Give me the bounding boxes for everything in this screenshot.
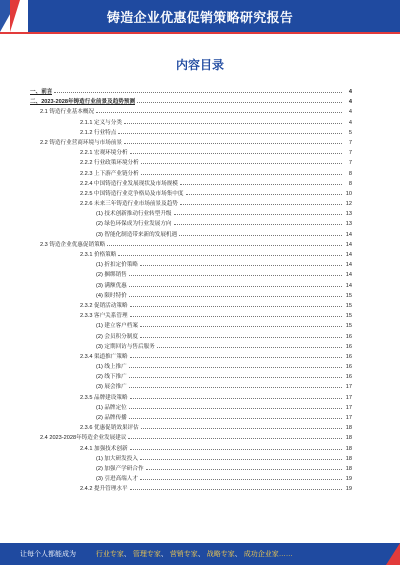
- toc-entry-label: 2.3 铸造企业优惠促销策略: [40, 241, 106, 248]
- toc-entry-label: 2.3.1 价格策略: [80, 252, 117, 258]
- toc-leader-dots: [130, 351, 342, 358]
- toc-leader-dots: [140, 259, 342, 266]
- toc-entry-page: 14: [345, 272, 352, 279]
- toc-entry[interactable]: [30, 280, 352, 290]
- footer-item: 管理专家: [132, 551, 161, 558]
- toc-entry-label: 2.1 铸造行业基本概况: [40, 109, 95, 116]
- toc-entry-label: (1) 加大研发投入: [96, 455, 138, 462]
- toc-title: 内容目录: [175, 58, 224, 72]
- toc-entry-label: 2.2.5 中国铸造行业竞争格局及市场集中度: [80, 190, 184, 197]
- toc-entry[interactable]: [30, 117, 352, 127]
- toc-entry-label: 2.2.6 未来三年铸造行业市场前景及趋势: [80, 201, 178, 208]
- toc-leader-dots: [130, 483, 342, 490]
- toc-entry[interactable]: [30, 422, 352, 432]
- toc-entry[interactable]: [30, 178, 352, 188]
- toc-leader-dots: [179, 229, 342, 236]
- header-rule: [0, 32, 400, 34]
- toc-leader-dots: [129, 381, 342, 388]
- footer-item: 营销专家: [169, 551, 198, 558]
- toc-entry-page: 19: [345, 486, 352, 493]
- footer-item: 战略专家: [206, 551, 235, 558]
- toc-leader-dots: [118, 127, 342, 134]
- toc-entry-label: 2.3.6 优惠促销效果评估: [80, 425, 139, 432]
- toc-entry-label: 2.3.4 渠道推广策略: [80, 353, 128, 360]
- toc-leader-dots: [141, 157, 342, 164]
- toc-entry-label: (1) 品牌定位: [96, 404, 127, 411]
- toc-leader-dots: [140, 320, 342, 327]
- toc-entry-label: 2.2.1 宏观环境分析: [80, 150, 128, 157]
- toc-entry-page: 4: [348, 99, 352, 106]
- toc-leader-dots: [124, 117, 342, 124]
- toc-leader-dots: [174, 218, 342, 225]
- toc-entry-page: 8: [348, 170, 352, 177]
- toc-entry-page: 8: [348, 180, 352, 187]
- toc-entry-page: 15: [345, 292, 352, 299]
- toc-entry-page: 7: [348, 150, 352, 157]
- toc-leader-dots: [129, 290, 342, 297]
- toc-entry[interactable]: [30, 341, 352, 351]
- toc-entry-label: 2.3.2 促销活动策略: [80, 302, 128, 309]
- toc-entry[interactable]: [30, 443, 352, 453]
- toc-entry-label: (1) 线上推广: [96, 364, 127, 371]
- toc-entry[interactable]: [30, 453, 352, 463]
- toc-entry-page: 4: [348, 89, 352, 95]
- toc-entry[interactable]: [30, 331, 352, 341]
- toc-entry-page: 18: [345, 425, 352, 432]
- toc-entry-label: (3) 定期回访与售后服务: [96, 343, 155, 350]
- toc-entry-page: 13: [345, 221, 352, 228]
- toc-entry-page: 18: [345, 445, 352, 452]
- toc-leader-dots: [129, 371, 342, 378]
- toc-entry-page: 17: [345, 404, 352, 411]
- toc-leader-dots: [130, 392, 342, 399]
- toc-entry-label: (3) 智能化制造带来新的发展机遇: [96, 231, 178, 238]
- toc-entry[interactable]: [30, 218, 352, 228]
- toc-entry-page: 4: [348, 109, 352, 116]
- toc-leader-dots: [128, 432, 342, 439]
- toc-entry-page: 13: [345, 211, 352, 218]
- toc-entry-label: (3) 展会推广: [96, 384, 127, 391]
- toc-entry[interactable]: [30, 371, 352, 381]
- toc-entry-page: 18: [345, 465, 352, 472]
- toc-entry[interactable]: [30, 137, 352, 147]
- toc-entry-label: 2.1.2 行业特点: [80, 129, 117, 136]
- toc-entry-label: (2) 品牌传播: [96, 415, 127, 421]
- toc-entry[interactable]: [30, 86, 352, 96]
- toc-leader-dots: [54, 86, 342, 93]
- toc-entry-page: 14: [345, 262, 352, 269]
- toc-entry[interactable]: [30, 381, 352, 391]
- toc-leader-dots: [157, 341, 342, 348]
- toc-leader-dots: [118, 249, 342, 256]
- toc-entry-label: (3) 引进高端人才: [96, 476, 138, 483]
- toc-entry-label: 2.4 2023-2028年铸造企业发展建议: [40, 435, 127, 442]
- toc-entry[interactable]: [30, 473, 352, 483]
- toc-entry[interactable]: [30, 239, 352, 249]
- toc-entry-label: (1) 建立客户档案: [96, 323, 138, 330]
- toc-entry[interactable]: [30, 300, 352, 310]
- toc-entry-page: 18: [345, 435, 352, 442]
- toc-entry-page: 14: [345, 252, 352, 258]
- footer-item: 成功企业家……: [243, 551, 293, 558]
- toc-leader-dots: [140, 473, 342, 480]
- toc-entry-page: 5: [348, 129, 352, 136]
- report-title: 铸造企业优惠促销策略研究报告: [106, 10, 294, 25]
- toc-leader-dots: [130, 147, 342, 154]
- toc-entry-label: (2) 会员积分制度: [96, 333, 138, 340]
- toc-entry[interactable]: [30, 412, 352, 422]
- toc-entry-page: 14: [345, 231, 352, 238]
- toc-leader-dots: [137, 96, 342, 103]
- toc-leader-dots: [146, 463, 342, 470]
- toc-entry-label: 2.2.2 行业政策环境分析: [80, 160, 139, 167]
- toc-entry-page: 12: [345, 201, 352, 208]
- toc-leader-dots: [130, 310, 342, 317]
- toc-entry-label: 2.2 铸造行业营商环境与市场前景: [40, 139, 123, 146]
- toc-leader-dots: [130, 300, 342, 307]
- toc-entry-label: 二、2023-2028年铸造行业前景及趋势预测: [30, 99, 136, 106]
- toc-entry-label: (2) 加强产学研合作: [96, 465, 144, 472]
- toc-entry-page: 15: [345, 313, 352, 320]
- toc-leader-dots: [96, 106, 342, 113]
- toc-entry-page: 17: [345, 415, 352, 421]
- toc-entry[interactable]: [30, 198, 352, 208]
- toc-entry-page: 16: [345, 333, 352, 340]
- toc-entry[interactable]: [30, 127, 352, 137]
- toc-entry[interactable]: [30, 392, 352, 402]
- toc-entry-page: 18: [345, 455, 352, 462]
- toc-entry[interactable]: [30, 157, 352, 167]
- toc-leader-dots: [186, 188, 343, 195]
- table-of-contents: [30, 86, 352, 494]
- toc-leader-dots: [129, 269, 342, 276]
- toc-entry-page: 15: [345, 302, 352, 309]
- toc-leader-dots: [180, 198, 342, 205]
- toc-entry[interactable]: [30, 320, 352, 330]
- toc-entry-label: (1) 折扣定价策略: [96, 262, 138, 269]
- toc-leader-dots: [140, 331, 342, 338]
- footer-slogan: 让每个人都能成为 行业专家、 管理专家、 营销专家、 战略专家、 成功企业家……: [20, 551, 293, 558]
- toc-entry-page: 16: [345, 353, 352, 360]
- toc-entry[interactable]: [30, 168, 352, 178]
- toc-entry[interactable]: [30, 96, 352, 106]
- toc-entry-page: 16: [345, 374, 352, 381]
- toc-entry[interactable]: [30, 351, 352, 361]
- toc-entry[interactable]: [30, 208, 352, 218]
- toc-entry-label: 2.3.5 品牌建设策略: [80, 394, 128, 401]
- toc-entry-label: (1) 技术创新推动行业转型升级: [96, 211, 172, 218]
- toc-entry-label: 2.3.3 客户关系管理: [80, 313, 128, 320]
- report-header: [0, 0, 400, 32]
- toc-leader-dots: [180, 178, 342, 185]
- toc-leader-dots: [129, 280, 342, 287]
- toc-leader-dots: [140, 453, 342, 460]
- toc-entry-label: (2) 捆绑销售: [96, 272, 127, 279]
- toc-entry[interactable]: [30, 188, 352, 198]
- toc-leader-dots: [129, 402, 342, 409]
- toc-entry-page: 10: [345, 190, 352, 197]
- toc-entry-page: 17: [345, 394, 352, 401]
- footer-prefix: 让每个人都能成为: [20, 551, 76, 558]
- toc-entry[interactable]: [30, 269, 352, 279]
- toc-entry-label: 2.1.1 定义与分类: [80, 119, 122, 126]
- toc-entry[interactable]: [30, 310, 352, 320]
- toc-entry-page: 14: [345, 282, 352, 289]
- toc-entry[interactable]: [30, 259, 352, 269]
- toc-entry-label: 2.2.4 中国铸造行业发展现状及市场规模: [80, 180, 178, 187]
- toc-entry-page: 17: [345, 384, 352, 391]
- toc-entry-page: 15: [345, 323, 352, 330]
- toc-entry[interactable]: [30, 249, 352, 259]
- toc-leader-dots: [107, 239, 342, 246]
- toc-entry[interactable]: [30, 361, 352, 371]
- toc-entry-label: (3) 满额优惠: [96, 282, 127, 289]
- toc-leader-dots: [129, 361, 342, 368]
- toc-entry-label: (2) 绿色环保成为行业发展方向: [96, 221, 172, 228]
- toc-leader-dots: [124, 137, 342, 144]
- footer-red-corner: [386, 543, 400, 565]
- footer-item: 行业专家: [95, 551, 124, 558]
- toc-entry-page: 16: [345, 364, 352, 371]
- toc-entry-label: (4) 限时特价: [96, 292, 127, 299]
- toc-leader-dots: [141, 168, 342, 175]
- toc-entry[interactable]: [30, 483, 352, 493]
- toc-entry[interactable]: [30, 402, 352, 412]
- report-footer: [0, 543, 400, 565]
- toc-entry[interactable]: [30, 147, 352, 157]
- toc-leader-dots: [141, 422, 342, 429]
- toc-entry-page: 16: [345, 343, 352, 350]
- toc-leader-dots: [174, 208, 342, 215]
- toc-entry-label: 2.2.3 上下游产业链分析: [80, 170, 139, 177]
- toc-entry-page: 7: [348, 139, 352, 146]
- toc-leader-dots: [129, 412, 342, 419]
- toc-entry-page: 14: [345, 241, 352, 248]
- toc-entry[interactable]: [30, 432, 352, 442]
- toc-entry[interactable]: [30, 106, 352, 116]
- toc-leader-dots: [130, 443, 342, 450]
- toc-entry[interactable]: [30, 229, 352, 239]
- toc-entry-label: (2) 线下推广: [96, 374, 127, 381]
- toc-entry-page: 7: [348, 160, 352, 167]
- toc-entry-label: 2.4.2 提升管理水平: [80, 486, 128, 493]
- toc-entry-label: 一、前言: [30, 89, 53, 95]
- toc-entry-page: 19: [345, 476, 352, 483]
- toc-entry-page: 4: [348, 119, 352, 126]
- toc-entry[interactable]: [30, 290, 352, 300]
- toc-entry[interactable]: [30, 463, 352, 473]
- toc-entry-label: 2.4.1 加强技术创新: [80, 445, 128, 452]
